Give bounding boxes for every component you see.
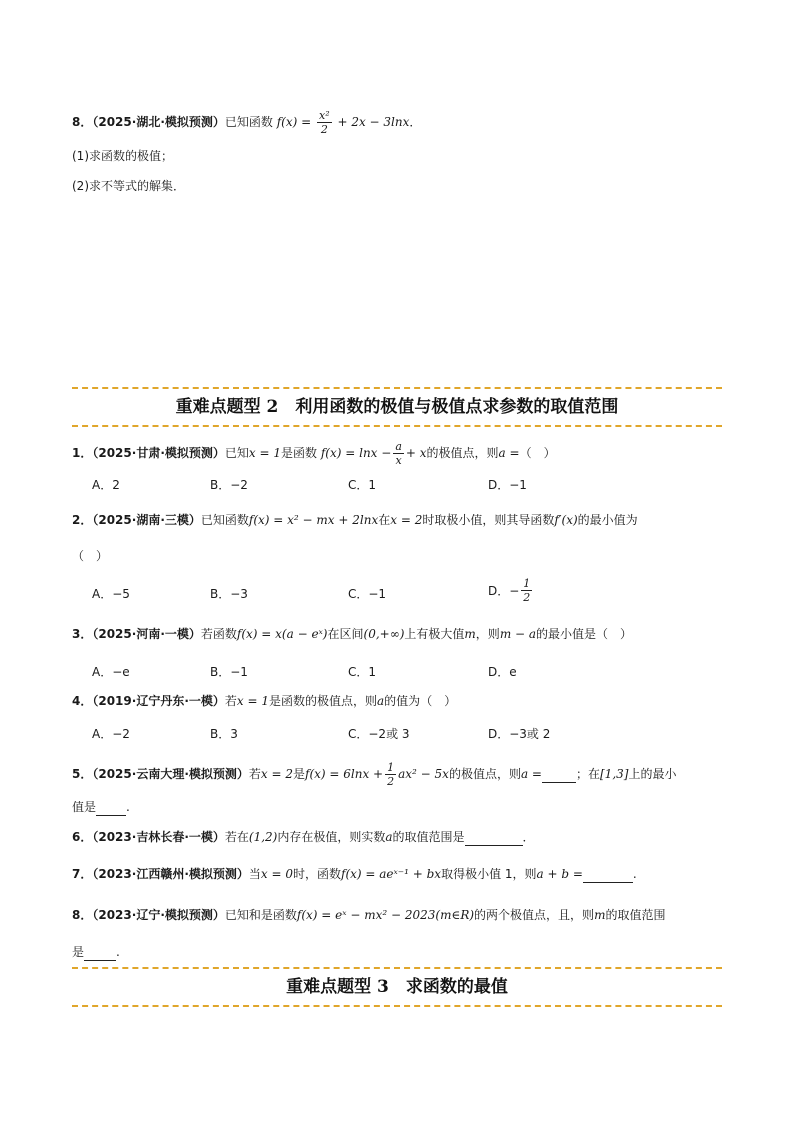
option-c: C．−1 xyxy=(348,587,387,601)
math-expr: (1,2) xyxy=(248,830,278,844)
function-lhs: f(x) = lnx − xyxy=(320,446,392,460)
answer-paren: （ ） xyxy=(420,694,457,708)
question-text: ，则 xyxy=(475,627,500,641)
question-source: （2023·江西赣州·模拟预测） xyxy=(92,867,249,881)
fraction xyxy=(393,440,404,467)
question-text: 是 xyxy=(72,945,85,959)
math-expr: f(x) = x² − mx + 2lnx xyxy=(248,513,379,527)
option-a: A．−2 xyxy=(92,727,130,741)
question-text: 若在 xyxy=(224,830,249,844)
question-text: 若函数 xyxy=(200,627,237,641)
question-text: 的值为 xyxy=(384,694,421,708)
math-var: a = xyxy=(498,446,520,460)
option-b: B．3 xyxy=(210,727,238,741)
question-text: 是函数 xyxy=(281,446,318,460)
question-text: 上有极大值 xyxy=(404,627,465,641)
question-source: （2025·云南大理·模拟预测） xyxy=(92,767,249,781)
question-5 xyxy=(72,761,676,788)
fraction-denominator: 2 xyxy=(523,591,531,604)
math-expr: f(x) = eˣ − mx² − 2023(m∈R) xyxy=(296,908,475,922)
punctuation: ． xyxy=(522,830,535,844)
question-source: （2023·辽宁·模拟预测） xyxy=(92,908,225,922)
question-text: 的两个极值点，且，则 xyxy=(474,908,595,922)
fraction-denominator: x xyxy=(395,454,402,467)
question-text: 已知和是函数 xyxy=(224,908,297,922)
math-var: a = xyxy=(520,767,542,781)
function-rhs: + 2x − 3lnx xyxy=(337,115,410,129)
problem-8-top xyxy=(72,109,421,136)
question-3 xyxy=(72,626,632,642)
question-text: 内存在极值，则实数 xyxy=(277,830,386,844)
question-number: 1． xyxy=(72,446,93,460)
question-source: （2023·吉林长春·一模） xyxy=(92,830,225,844)
fraction-numerator: a xyxy=(395,440,402,453)
question-6 xyxy=(72,829,535,846)
question-text: 上的最小 xyxy=(628,767,677,781)
question-source: （2019·辽宁丹东·一模） xyxy=(92,694,225,708)
question-8 xyxy=(72,907,665,923)
question-number: 4． xyxy=(72,694,93,708)
answer-paren: （ ） xyxy=(519,446,556,460)
function-rhs: + x xyxy=(405,446,427,460)
question-text: 当 xyxy=(248,867,261,881)
option-c: C．1 xyxy=(348,478,377,492)
question-text: 在区间 xyxy=(327,627,364,641)
math-expr: x = 1 xyxy=(236,694,269,708)
question-number: 8． xyxy=(72,908,93,922)
question-text: ；在 xyxy=(575,767,600,781)
math-expr: x = 2 xyxy=(390,513,423,527)
math-expr: [1,3] xyxy=(600,767,629,781)
question-text: 若 xyxy=(248,767,261,781)
question-number: 6． xyxy=(72,830,93,844)
math-expr: m − a xyxy=(499,627,537,641)
punctuation: . xyxy=(126,800,130,814)
question-text: 的最小值是 xyxy=(536,627,597,641)
option-b: B．−1 xyxy=(210,665,248,679)
question-text: 的取值范围 xyxy=(605,908,666,922)
option-d: D．−1 xyxy=(488,478,527,492)
fraction-denominator: 2 xyxy=(320,123,328,136)
question-4 xyxy=(72,693,456,709)
question-text: 是 xyxy=(293,767,306,781)
question-text: 若 xyxy=(224,694,237,708)
math-expr: x = 0 xyxy=(260,867,293,881)
question-text: 的极值点，则 xyxy=(448,767,521,781)
question-text: 已知函数 xyxy=(200,513,249,527)
question-text: 值是 xyxy=(72,800,97,814)
math-expr: x = 2 xyxy=(260,767,293,781)
option-label: D．− xyxy=(488,584,520,598)
problem-8-part1: (1)求函数的极值； xyxy=(72,149,173,163)
question-7 xyxy=(72,866,637,883)
math-expr: f(x) = aeˣ⁻¹ + bx xyxy=(341,867,442,881)
question-number: 7． xyxy=(72,867,93,881)
question-text: 是函数的极值点，则 xyxy=(269,694,378,708)
punctuation: ． xyxy=(409,115,422,129)
math-expr: x = 1 xyxy=(248,446,281,460)
fraction xyxy=(521,577,532,604)
question-source: （2025·甘肃·模拟预测） xyxy=(92,446,225,460)
answer-blank[interactable] xyxy=(583,866,633,883)
option-d xyxy=(488,577,534,604)
question-text: 的取值范围是 xyxy=(392,830,465,844)
question-number: 3． xyxy=(72,627,93,641)
question-number: 2． xyxy=(72,513,93,527)
answer-blank[interactable] xyxy=(542,766,576,783)
option-a: A．2 xyxy=(92,478,120,492)
problem-text: 已知函数 xyxy=(224,115,273,129)
answer-blank[interactable] xyxy=(96,799,126,816)
fraction-denominator: 2 xyxy=(387,775,395,788)
answer-blank[interactable] xyxy=(465,829,523,846)
question-2-paren: （ ） xyxy=(72,549,109,563)
math-var: m xyxy=(594,908,606,922)
punctuation: . xyxy=(632,867,637,881)
fraction xyxy=(317,109,332,136)
section-header-3: 重难点题型 3 求函数的最值 xyxy=(72,967,722,1007)
answer-blank[interactable] xyxy=(84,944,116,961)
math-expr: f′(x) xyxy=(554,513,578,527)
math-var: a xyxy=(385,830,393,844)
question-text: 取得极小值 1，则 xyxy=(441,867,537,881)
math-expr: a + b = xyxy=(536,867,583,881)
question-5-line2 xyxy=(72,799,130,816)
question-2 xyxy=(72,512,638,528)
math-expr: (0,+∞) xyxy=(363,627,405,641)
fraction-numerator: x² xyxy=(319,109,330,122)
question-1 xyxy=(72,440,556,467)
option-c: C．1 xyxy=(348,665,377,679)
function-lhs: f(x) = 6lnx + xyxy=(305,767,384,781)
function-lhs: f(x) = xyxy=(276,115,312,129)
question-number: 5． xyxy=(72,767,93,781)
option-a: A．−5 xyxy=(92,587,130,601)
option-a: A．−e xyxy=(92,665,130,679)
fraction xyxy=(385,761,396,788)
option-b: B．−3 xyxy=(210,587,248,601)
function-rhs: ax² − 5x xyxy=(398,767,449,781)
math-expr: f(x) = x(a − eˣ) xyxy=(236,627,328,641)
punctuation: . xyxy=(116,945,120,959)
fraction-numerator: 1 xyxy=(523,577,531,590)
math-var: a xyxy=(377,694,385,708)
answer-paren: （ ） xyxy=(596,627,633,641)
question-source: （2025·河南·一模） xyxy=(92,627,201,641)
option-d: D．e xyxy=(488,665,517,679)
fraction-numerator: 1 xyxy=(387,761,395,774)
option-b: B．−2 xyxy=(210,478,248,492)
question-source: （2025·湖南·三模） xyxy=(92,513,201,527)
problem-source: （2025·湖北·模拟预测） xyxy=(92,115,225,129)
question-text: 时取极小值，则其导函数 xyxy=(422,513,555,527)
question-text: 的极值点，则 xyxy=(426,446,499,460)
option-d: D．−3或 2 xyxy=(488,727,551,741)
question-8-line2 xyxy=(72,944,120,961)
problem-8-part2: (2)求不等式的解集． xyxy=(72,179,185,193)
math-var: m xyxy=(464,627,476,641)
section-header-2: 重难点题型 2 利用函数的极值与极值点求参数的取值范围 xyxy=(72,387,722,427)
option-c: C．−2或 3 xyxy=(348,727,410,741)
question-text: 时，函数 xyxy=(293,867,342,881)
question-text: 已知 xyxy=(224,446,249,460)
question-text: 的最小值为 xyxy=(577,513,638,527)
question-text: 在 xyxy=(378,513,391,527)
problem-number: 8． xyxy=(72,115,93,129)
